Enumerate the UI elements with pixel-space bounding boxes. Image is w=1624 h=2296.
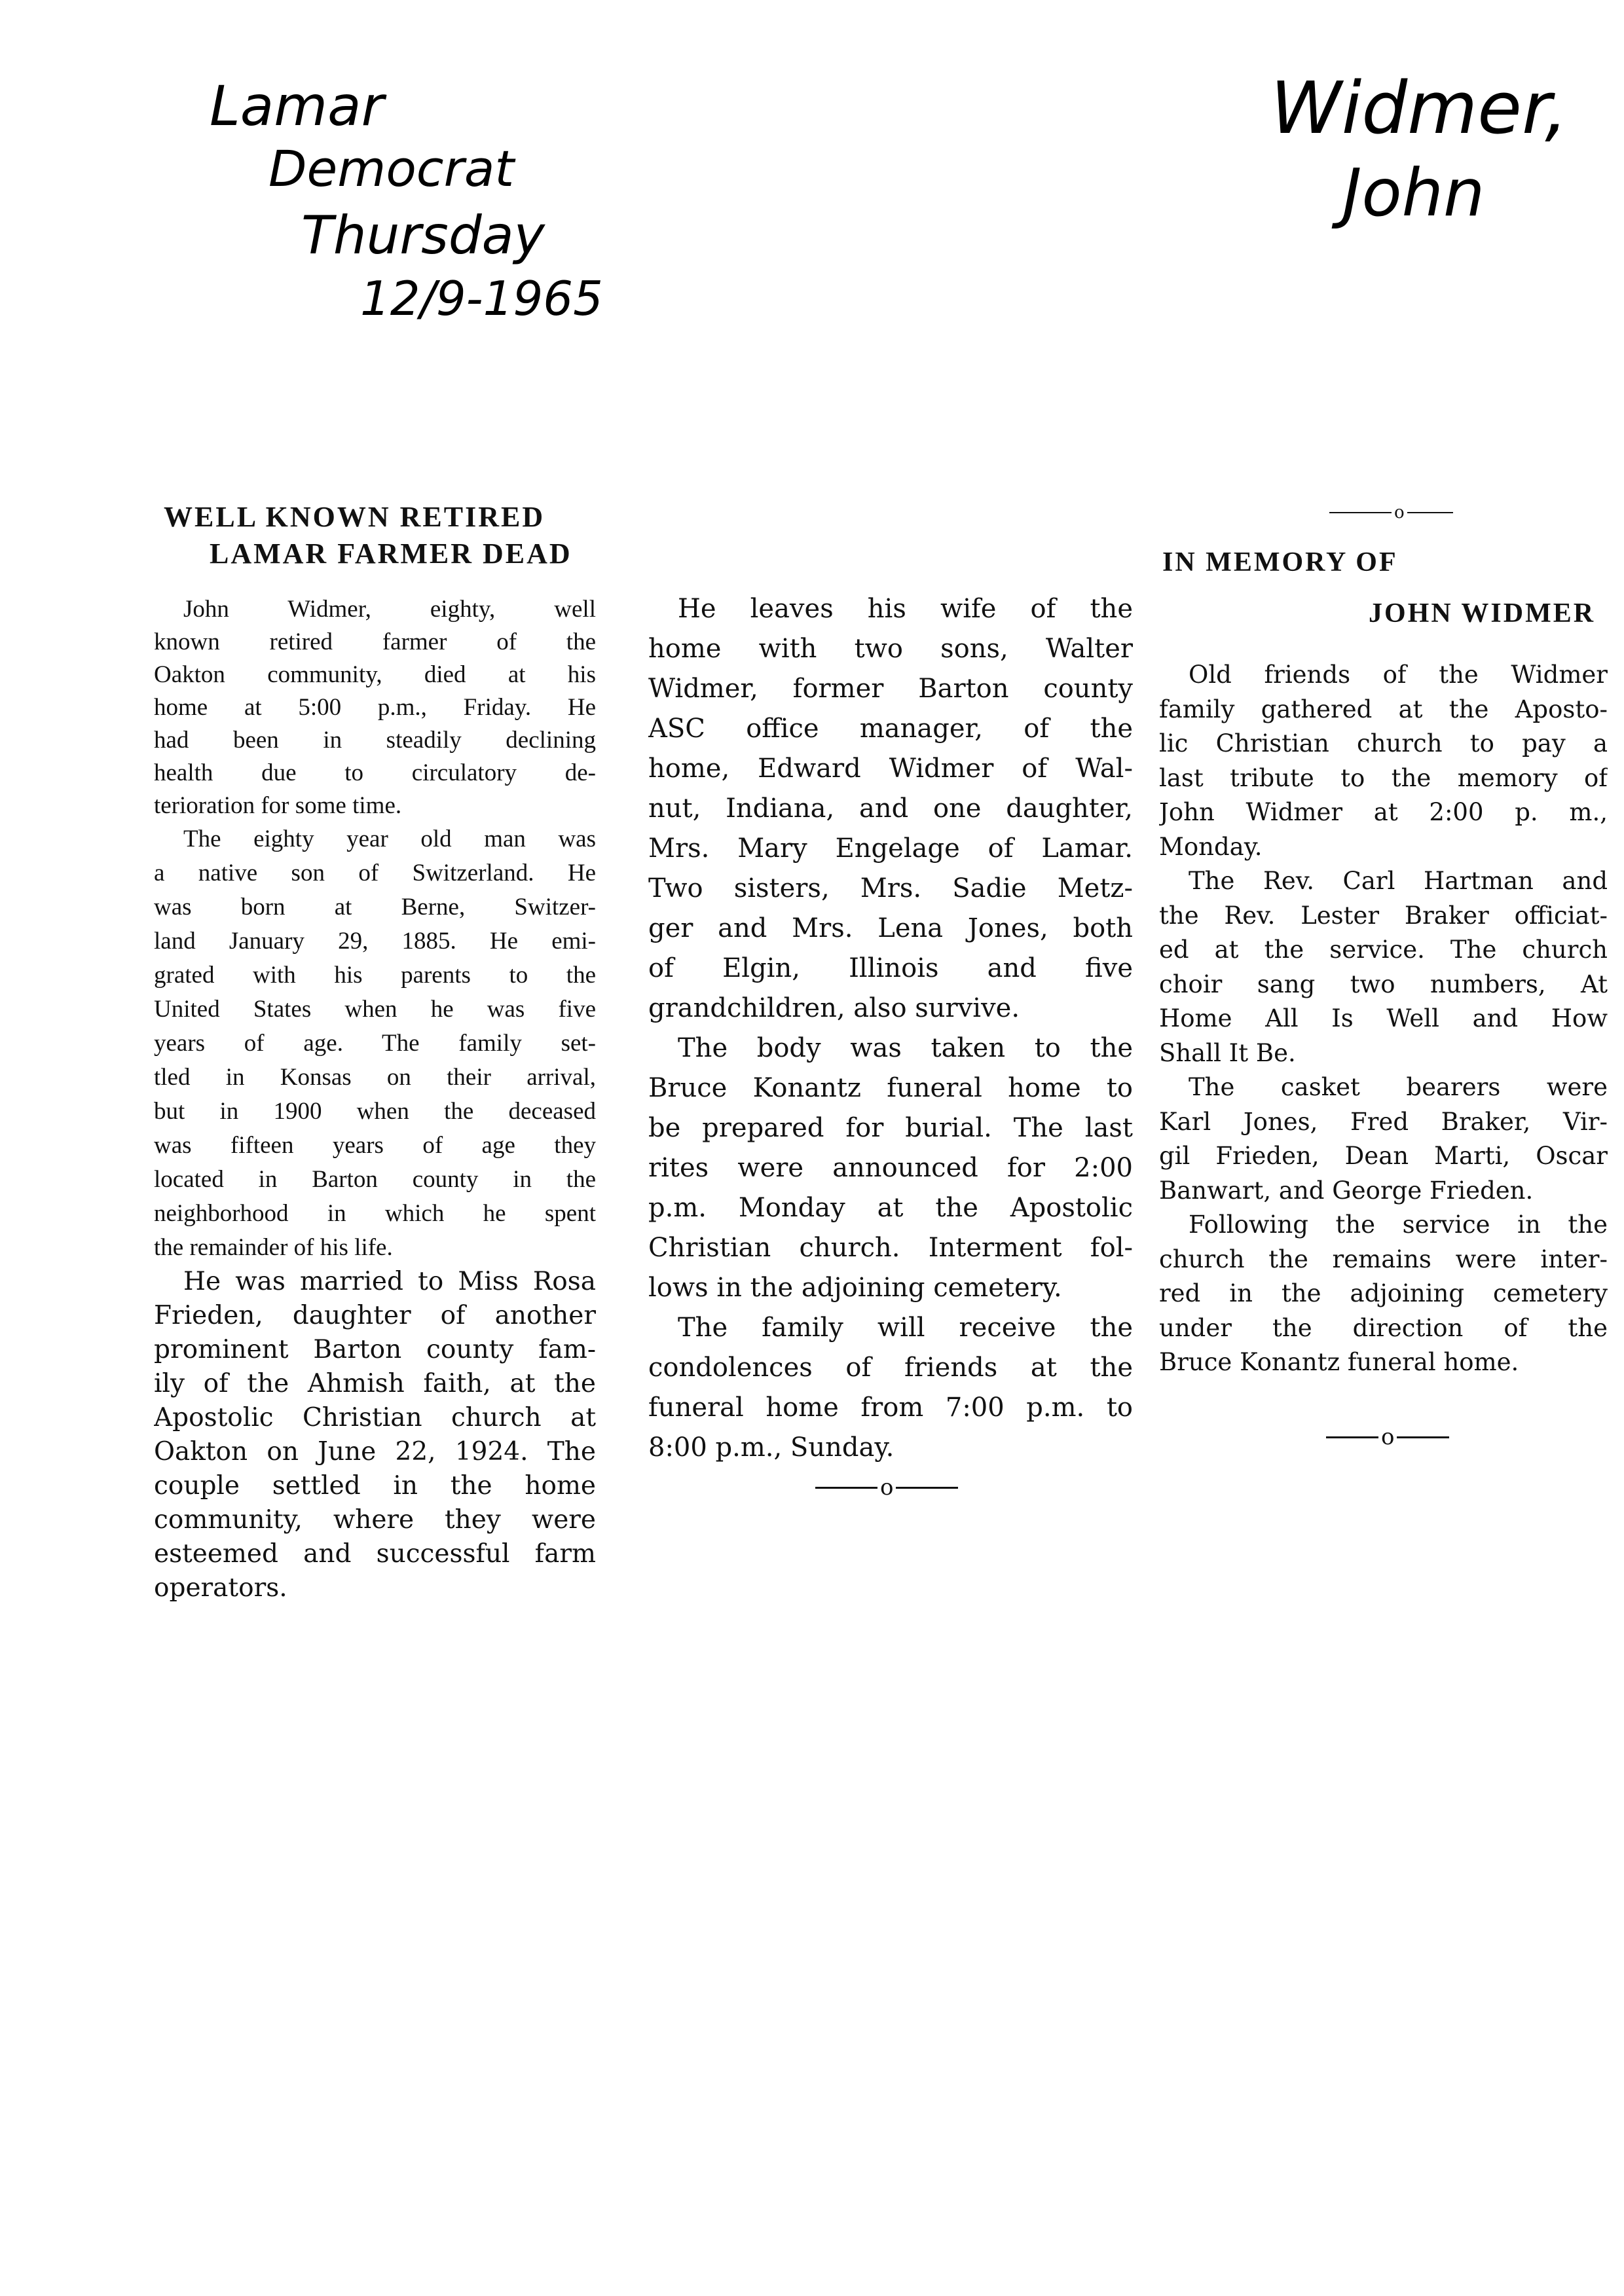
- text-line: neighborhood in which he spent: [154, 1200, 596, 1227]
- text-line: rites were announced for 2:00: [648, 1153, 1133, 1183]
- text-line: red in the adjoining cemetery: [1159, 1279, 1608, 1307]
- text-line: John Widmer, eighty, well: [183, 596, 596, 623]
- text-line: Bruce Konantz funeral home to: [648, 1073, 1133, 1103]
- handwriting-line: Lamar: [210, 74, 384, 138]
- article1-headline-line2: LAMAR FARMER DEAD: [210, 538, 572, 570]
- article3-end-divider: [1326, 1426, 1449, 1448]
- text-line: Frieden, daughter of another: [154, 1301, 596, 1330]
- text-line: condolences of friends at the: [648, 1353, 1133, 1383]
- text-line: was born at Berne, Switzer-: [154, 894, 596, 920]
- article1-body: [154, 593, 596, 1605]
- paragraph: [648, 1308, 1133, 1468]
- handwritten-note-name: [1270, 66, 1585, 242]
- text-line: but in 1900 when the deceased: [154, 1098, 596, 1125]
- text-line: He leaves his wife of the: [678, 594, 1133, 624]
- text-line: be prepared for burial. The last: [648, 1113, 1133, 1143]
- text-line: funeral home from 7:00 p.m. to: [648, 1393, 1133, 1423]
- text-line: Shall It Be.: [1159, 1038, 1296, 1067]
- article3-top-divider: [1329, 504, 1453, 521]
- text-line: home with two sons, Walter: [648, 634, 1133, 664]
- text-line: Two sisters, Mrs. Sadie Metz-: [648, 873, 1133, 903]
- text-line: home at 5:00 p.m., Friday. He: [154, 694, 596, 721]
- text-line: The casket bearers were: [1189, 1073, 1608, 1101]
- text-line: of Elgin, Illinois and five: [648, 953, 1133, 983]
- text-line: Oakton community, died at his: [154, 661, 596, 688]
- text-line: gil Frieden, Dean Marti, Oscar: [1159, 1142, 1608, 1170]
- text-line: couple settled in the home: [154, 1471, 596, 1501]
- text-line: home, Edward Widmer of Wal-: [648, 754, 1133, 784]
- text-line: had been in steadily declining: [154, 727, 596, 754]
- text-line: The eighty year old man was: [183, 826, 596, 852]
- text-line: a native son of Switzerland. He: [154, 860, 596, 886]
- text-line: grated with his parents to the: [154, 962, 596, 989]
- text-line: United States when he was five: [154, 996, 596, 1023]
- text-line: Old friends of the Widmer: [1189, 661, 1608, 689]
- text-line: operators.: [154, 1573, 287, 1603]
- text-line: John Widmer at 2:00 p. m.,: [1159, 798, 1608, 826]
- handwriting-line: 12/9-1965: [360, 271, 603, 326]
- handwritten-note-source: [196, 74, 655, 354]
- text-line: ily of the Ahmish faith, at the: [154, 1369, 596, 1398]
- handwriting-line: Thursday: [301, 205, 545, 266]
- handwriting-line: Democrat: [268, 139, 515, 198]
- text-line: Monday.: [1159, 832, 1263, 861]
- text-line: Widmer, former Barton county: [648, 674, 1133, 704]
- divider-mark: o: [1381, 1424, 1395, 1450]
- text-line: years of age. The family set-: [154, 1030, 596, 1057]
- text-line: terioration for some time.: [154, 792, 402, 819]
- text-line: p.m. Monday at the Apostolic: [648, 1193, 1133, 1223]
- text-line: grandchildren, also survive.: [648, 993, 1020, 1023]
- text-line: ASC office manager, of the: [648, 714, 1133, 744]
- text-line: Home All Is Well and How: [1159, 1004, 1608, 1032]
- paragraph: [648, 589, 1133, 1029]
- text-line: tled in Konsas on their arrival,: [154, 1064, 596, 1091]
- text-line: ger and Mrs. Lena Jones, both: [648, 913, 1133, 943]
- text-line: The body was taken to the: [678, 1033, 1133, 1063]
- text-line: 8:00 p.m., Sunday.: [648, 1432, 895, 1463]
- text-line: health due to circulatory de-: [154, 759, 596, 786]
- text-line: nut, Indiana, and one daughter,: [648, 793, 1133, 824]
- text-line: Mrs. Mary Engelage of Lamar.: [648, 833, 1133, 864]
- text-line: esteemed and successful farm: [154, 1539, 596, 1569]
- paragraph: [1159, 1070, 1608, 1208]
- text-line: church the remains were inter-: [1159, 1245, 1608, 1273]
- text-line: Bruce Konantz funeral home.: [1159, 1348, 1519, 1376]
- text-line: land January 29, 1885. He emi-: [154, 928, 596, 955]
- text-line: last tribute to the memory of: [1159, 763, 1608, 792]
- paragraph: [1159, 658, 1608, 864]
- article3-body: [1159, 658, 1608, 1380]
- paragraph: [154, 593, 596, 822]
- handwriting-line: Widmer,: [1270, 66, 1568, 150]
- article1-headline-line1: WELL KNOWN RETIRED: [164, 501, 545, 533]
- text-line: choir sang two numbers, At: [1159, 970, 1608, 998]
- text-line: Apostolic Christian church at: [154, 1403, 596, 1432]
- paragraph: [154, 1265, 596, 1605]
- text-line: the remainder of his life.: [154, 1234, 393, 1261]
- text-line: the Rev. Lester Braker officiat-: [1159, 901, 1608, 930]
- handwriting-line: John: [1342, 155, 1485, 231]
- text-line: Christian church. Interment fol-: [648, 1233, 1133, 1263]
- text-line: Karl Jones, Fred Braker, Vir-: [1159, 1107, 1608, 1136]
- paragraph: [1159, 864, 1608, 1070]
- text-line: ed at the service. The church: [1159, 936, 1608, 964]
- text-line: Following the service in the: [1189, 1211, 1608, 1239]
- paragraph: [648, 1029, 1133, 1308]
- text-line: The family will receive the: [678, 1313, 1133, 1343]
- paragraph: [154, 822, 596, 1265]
- text-line: lows in the adjoining cemetery.: [648, 1273, 1062, 1303]
- text-line: He was married to Miss Rosa: [183, 1267, 596, 1296]
- divider-mark: o: [880, 1474, 894, 1501]
- text-line: lic Christian church to pay a: [1159, 729, 1608, 757]
- article2-end-divider: [815, 1476, 958, 1499]
- article2-body: [648, 589, 1133, 1468]
- article3-headline-line1: IN MEMORY OF: [1162, 547, 1398, 577]
- text-line: Oakton on June 22, 1924. The: [154, 1437, 596, 1467]
- text-line: known retired farmer of the: [154, 629, 596, 655]
- text-line: was fifteen years of age they: [154, 1132, 596, 1159]
- text-line: located in Barton county in the: [154, 1166, 596, 1193]
- text-line: Banwart, and George Frieden.: [1159, 1176, 1534, 1205]
- article3-headline-line2: JOHN WIDMER: [1369, 598, 1596, 629]
- paragraph: [1159, 1208, 1608, 1380]
- text-line: under the direction of the: [1159, 1313, 1608, 1342]
- text-line: community, where they were: [154, 1505, 596, 1535]
- divider-mark: o: [1394, 503, 1405, 522]
- text-line: family gathered at the Aposto-: [1159, 695, 1608, 723]
- text-line: prominent Barton county fam-: [154, 1335, 596, 1364]
- text-line: The Rev. Carl Hartman and: [1189, 867, 1608, 895]
